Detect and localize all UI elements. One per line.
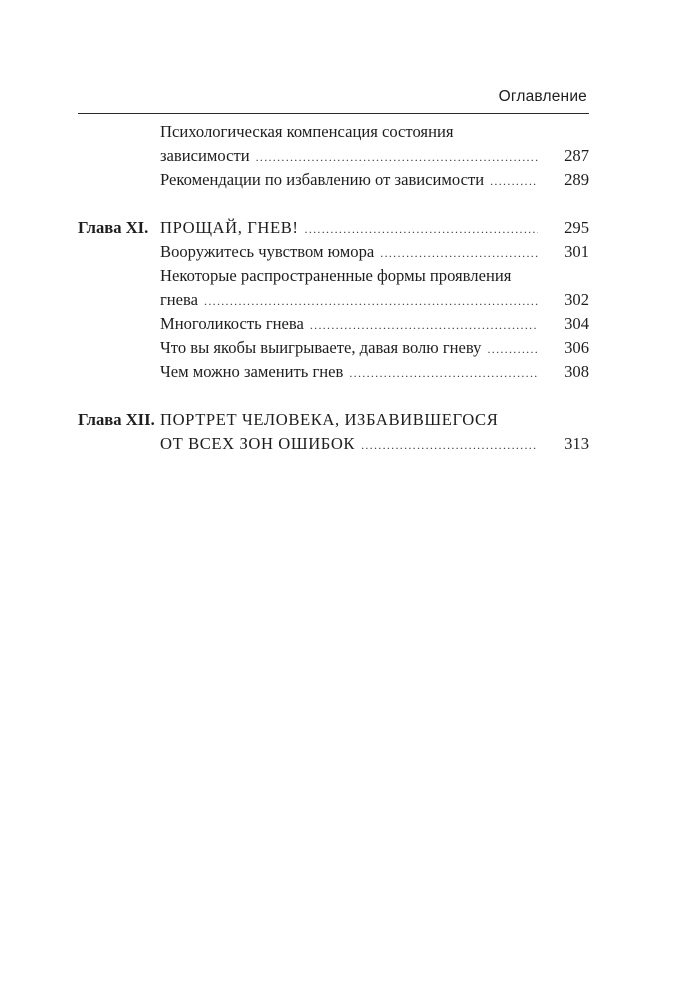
dot-leader (380, 241, 538, 265)
header-rule (78, 113, 589, 114)
toc-entry-text (160, 120, 541, 144)
toc-entry (160, 144, 589, 168)
chapter-label: Глава XII. (78, 410, 155, 429)
toc-page-number: 287 (564, 146, 589, 165)
chapter-label: Глава XI. (78, 218, 149, 237)
toc-page-number: 313 (564, 434, 589, 453)
toc-entry (160, 288, 589, 312)
toc-entry-title: Чем можно заменить гнев (160, 362, 344, 381)
toc-entry (160, 240, 589, 264)
chapter-entry-text (160, 408, 541, 432)
chapter-title: ОТ ВСЕХ ЗОН ОШИБОК (160, 434, 356, 453)
toc-page-number: 304 (564, 314, 589, 333)
toc-page-number: 302 (564, 290, 589, 309)
dot-leader (361, 433, 538, 457)
chapter-entry (160, 432, 589, 456)
toc-entry (160, 336, 589, 360)
dot-leader (204, 289, 538, 313)
toc-entry-title: Некоторые распространенные формы проявления (160, 266, 512, 285)
dot-leader (305, 217, 538, 241)
toc-entry-title: зависимости (160, 146, 250, 165)
dot-leader (256, 145, 538, 169)
dot-leader (349, 361, 538, 385)
toc-entry-title: Рекомендации по избавлению от зависимости (160, 170, 485, 189)
toc-page-number: 306 (564, 338, 589, 357)
toc-entry-title: Многоликость гнева (160, 314, 304, 333)
chapter-title: ПРОЩАЙ, ГНЕВ! (160, 218, 299, 237)
toc-entry-title: гнева (160, 290, 199, 309)
toc-entry-title: Психологическая компенсация состояния (160, 122, 454, 141)
toc-page-number: 301 (564, 242, 589, 261)
toc-page-number: 308 (564, 362, 589, 381)
toc-entry (160, 360, 589, 384)
toc-entry (160, 312, 589, 336)
chapter-entry (160, 216, 589, 240)
running-head: Оглавление (498, 88, 587, 105)
toc-page-number: 289 (564, 170, 589, 189)
dot-leader (310, 313, 538, 337)
toc-entry-text (160, 264, 541, 288)
chapter-title: ПОРТРЕТ ЧЕЛОВЕКА, ИЗБАВИВШЕГОСЯ (160, 410, 499, 429)
toc-entry-title: Вооружитесь чувством юмора (160, 242, 375, 261)
toc-entry (160, 168, 589, 192)
toc-page-number: 295 (564, 218, 589, 237)
toc-entry-title: Что вы якобы выигрываете, давая волю гневу (160, 338, 482, 357)
